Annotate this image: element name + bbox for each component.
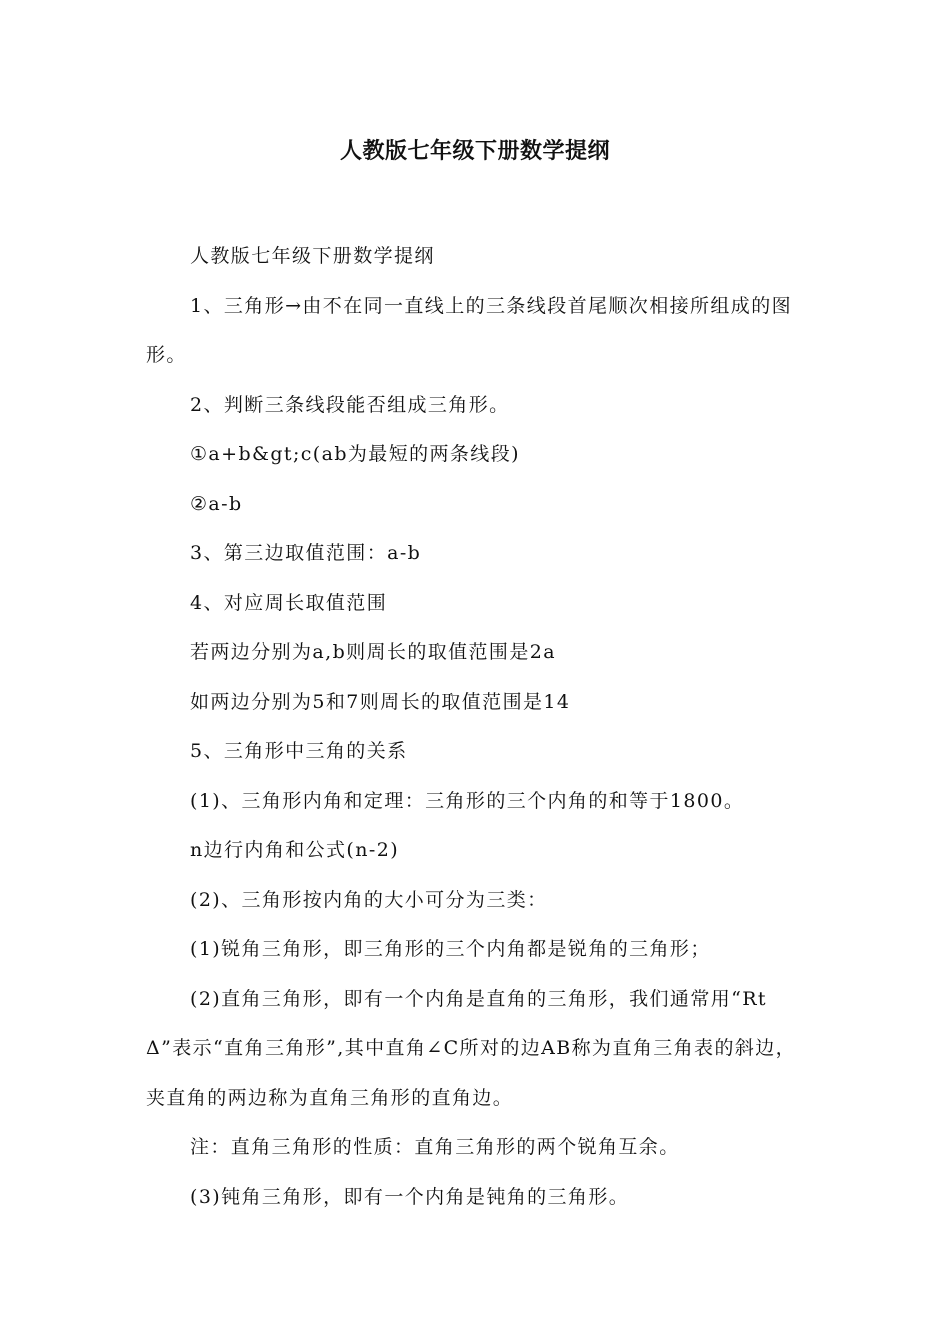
document-title: 人教版七年级下册数学提纲 — [339, 139, 610, 164]
paragraph-perimeter-rule: 若两边分别为a,b则周长的取值范围是2a — [190, 641, 556, 663]
paragraph-classification: (2)、三角形按内角的大小可分为三类： — [190, 888, 548, 911]
paragraph-note: 注：直角三角形的性质：直角三角形的两个锐角互余。 — [190, 1136, 680, 1158]
document-body — [146, 232, 808, 1222]
paragraph-item-2: 2、判断三条线段能否组成三角形。 — [190, 393, 510, 416]
paragraph-obtuse-triangle: (3)钝角三角形，即有一个内角是钝角的三角形。 — [190, 1185, 630, 1208]
paragraph-polygon-formula: n边行内角和公式(n-2) — [190, 839, 400, 861]
paragraph-angle-sum-theorem: (1)、三角形内角和定理：三角形的三个内角的和等于1800。 — [190, 789, 745, 812]
paragraph-perimeter-example: 如两边分别为5和7则周长的取值范围是14 — [190, 690, 571, 713]
paragraph-item-5: 5、三角形中三角的关系 — [190, 740, 408, 762]
paragraph-right-triangle: (2)直角三角形，即有一个内角是直角的三角形，我们通常用“RtΔ”表示“直角三角形”,其中直角∠C所对的边AB称为直角三角表的斜边，夹直角的两边称为直角三角形的直角边。 — [146, 987, 797, 1109]
paragraph-condition-1: ①a+b&gt;c(ab为最短的两条线段) — [190, 443, 520, 465]
paragraph-acute-triangle: (1)锐角三角形，即三角形的三个内角都是锐角的三角形； — [190, 938, 711, 960]
paragraph-item-3: 3、第三边取值范围：a-b — [190, 542, 422, 564]
paragraph-item-1: 1、三角形→由不在同一直线上的三条线段首尾顺次相接所组成的图形。 — [146, 294, 793, 366]
paragraph-condition-2: ②a-b — [190, 492, 243, 515]
paragraph-item-4: 4、对应周长取值范围 — [190, 591, 388, 614]
paragraph-heading: 人教版七年级下册数学提纲 — [190, 245, 435, 267]
